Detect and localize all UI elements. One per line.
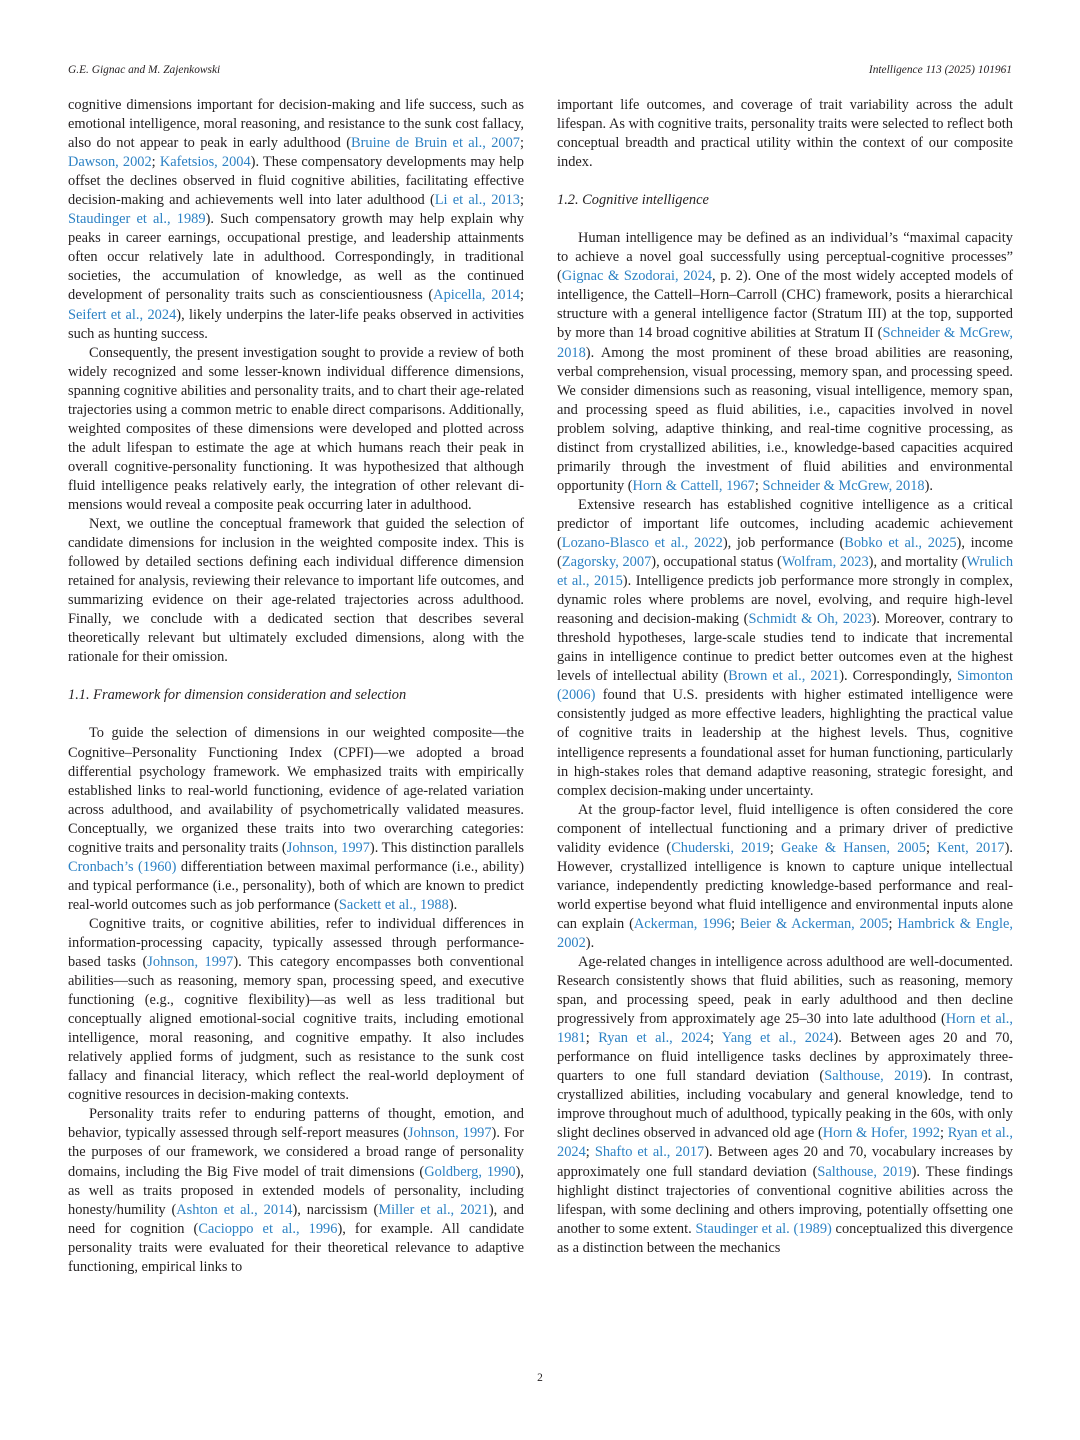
citation-link[interactable]: Ackerman, 1996	[633, 915, 732, 932]
citation-link[interactable]: Bruine de Bruin et al., 2007	[351, 135, 520, 152]
text-run: ;	[888, 915, 898, 932]
text-run: ). Between ages 20 and 70, vocabulary increases by approximately one full standard deviation (	[557, 1144, 1013, 1180]
citation-link[interactable]: Bobko et al., 2025	[844, 534, 957, 551]
citation-link[interactable]: Ryan et al., 2024	[598, 1030, 710, 1047]
paragraph: Consequently, the present investigation sought to provide a review of both widely recognized and some lesser-known individual difference dimensions, spanning cognitive abilities and personality traits, and to chart their age-related trajectories using a common metric to enable direct comparisons. Additionally, weighted composites of these dimensions were developed and plotted across the adult lifespan to estimate the age at which humans reach their peak in overall cognitive-personality functioning. It was hypothesized that although fluid intelligence peaks relatively early, the integration of other relevant dimensions would reveal a composite peak occurring later in adulthood.	[68, 344, 524, 513]
text-run: At the group-factor level, fluid intelligence is often considered the core component of intellectual functioning and a primary driver of predictive validity evidence (	[557, 801, 1013, 856]
running-head-authors: G.E. Gignac and M. Zajenkowski	[68, 64, 221, 76]
citation-link[interactable]: Shafto et al., 2017	[594, 1144, 705, 1161]
text-run: ;	[731, 915, 740, 932]
text-run: ).	[924, 477, 933, 494]
citation-link[interactable]: Yang et al., 2024	[721, 1030, 834, 1047]
text-run: ;	[520, 287, 524, 304]
text-run: ), and mortality (	[868, 554, 967, 571]
citation-link[interactable]: Kent, 2017	[937, 839, 1005, 856]
citation-link[interactable]: Wolfram, 2023	[781, 554, 869, 571]
text-run: ;	[769, 839, 782, 856]
citation-link[interactable]: Seifert et al., 2024	[68, 306, 177, 323]
text-run: ). This category encompasses both conventional abilities—such as reasoning, memory span, processing speed, and executive functioning (e.g., cognitive flexibility)—as well as less traditional but conceptually aligned emotional-social cognitive traits, including emotional intelligence, moral reasoning, and cognitive empathy. It also includes relatively applied forms of judgment, such as resistance to the sunk cost fallacy and financial literacy, which reflect the real-world deployment of cognitive resources in decision-making contexts.	[68, 954, 524, 1104]
citation-link[interactable]: Chuderski, 2019	[671, 839, 770, 856]
text-run: ), occupational status (	[651, 554, 782, 571]
section-heading: 1.2. Cognitive intelligence	[557, 192, 709, 209]
text-run: ).	[585, 934, 595, 951]
citation-link[interactable]: Zagorsky, 2007	[561, 554, 652, 571]
text-run: ). Moreover, contrary to threshold hypotheses, large-scale studies tend to indicate that incremental gains in intelligence continue to predict better outcomes even at the highest levels of intellectual ability (	[557, 611, 1013, 685]
citation-link[interactable]: Lozano-Blasco et al., 2022	[561, 534, 723, 551]
text-run: Extensive research has established cognitive intelligence as a critical predictor of important life outcomes, including academic achievement (	[557, 496, 1013, 551]
text-run: ;	[520, 135, 524, 152]
citation-link[interactable]: Cronbach’s (1960)	[68, 858, 177, 875]
citation-link[interactable]: Salthouse, 2019	[824, 1068, 923, 1085]
text-run: ;	[520, 192, 524, 209]
text-run: ;	[585, 1144, 595, 1161]
paragraph: important life outcomes, and coverage of trait variability across the adult lifespan. As with cognitive traits, personality traits were selected to reflect both conceptual breadth and practical utility within the context of our composite index.	[557, 97, 1013, 171]
left-column	[68, 96, 524, 1277]
text-run: To guide the selection of dimensions in our weighted composite—the Cognitive–Personality Functioning Index (CPFI)—we adopted a broad differential psychology framework. We emphasized traits with empirically established links to real-world functioning, evidence of age-related variation across adulthood, and availability of psychometrically validated measures. Conceptually, we organized these traits into two overarching categories: cognitive traits and personality traits (	[68, 725, 524, 856]
paragraph	[68, 96, 524, 344]
paragraph	[557, 801, 1013, 953]
text-run: ;	[585, 1030, 599, 1047]
citation-link[interactable]: Ryan et al., 2024	[557, 1125, 1013, 1161]
citation-link[interactable]: Salthouse, 2019	[817, 1163, 912, 1180]
citation-link[interactable]: Horn & Hofer, 1992	[822, 1125, 941, 1142]
text-run: ). Such compensatory growth may help explain why peaks in career earnings, occupational prestige, and leadership attainments often occur relatively late in adulthood. Correspondingly, in traditional societies, the accumulation of knowledge, as well as the continued development of personality traits such as conscientiousness (	[68, 211, 524, 304]
section-heading: 1.1. Framework for dimension consideration and selection	[68, 687, 407, 704]
paragraph	[557, 953, 1013, 1258]
text-run: ). This distinction parallels	[369, 839, 525, 856]
text-run: Cognitive traits, or cognitive abilities, refer to individual differences in information-processing capacity, typically assessed through performance-based tasks (	[68, 915, 524, 971]
text-run: ), narcissism (	[292, 1201, 379, 1218]
text-run: ), job performance (	[722, 534, 845, 551]
paragraph	[68, 724, 524, 914]
paragraph	[68, 1105, 524, 1276]
citation-link[interactable]: Horn & Cattell, 1967	[632, 477, 755, 494]
text-run: ). In contrast, crystallized abilities, including vocabulary and general knowledge, tend to improve throughout much of adulthood, typically peaking in the 60s, with only slight declines observed in advanced old age (	[557, 1068, 1014, 1142]
text-run: found that U.S. presidents with higher estimated intelligence were consistently judged as more effective leaders, highlighting the practical value of cognitive traits in leadership at the highest levels. Thus, cognitive intelligence represents a foundational asset for human functioning, particularly in high-stakes roles that demand adaptive reasoning, strategic foresight, and complex decision-making under uncertainty.	[557, 687, 1013, 799]
citation-link[interactable]: Johnson, 1997	[286, 839, 370, 856]
citation-link[interactable]: Johnson, 1997	[407, 1125, 492, 1142]
citation-link[interactable]: Staudinger et al., 1989	[68, 211, 206, 228]
text-run: ).	[448, 896, 458, 913]
text-run: ;	[940, 1125, 948, 1142]
paragraph	[557, 229, 1013, 496]
citation-link[interactable]: Wrulich et al., 2015	[557, 554, 1014, 590]
citation-link[interactable]: Goldberg, 1990	[424, 1163, 516, 1180]
citation-link[interactable]: Apicella, 2014	[433, 287, 520, 304]
paragraph	[68, 915, 524, 1105]
citation-link[interactable]: Simonton (2006)	[557, 668, 1014, 704]
text-run: ). These compensatory developments may help offset the declines observed in fluid cognitive abilities, facilitating effective decision-making and achievements well into later adulthood (	[68, 154, 524, 209]
citation-link[interactable]: Brown et al., 2021	[728, 668, 840, 685]
text-run: cognitive dimensions important for decision-making and life success, such as emotional intelligence, moral reasoning, and resistance to the sunk cost fallacy, also do not appear to peak in early adulthood (	[68, 97, 524, 152]
citation-link[interactable]: Schneider & McGrew, 2018	[557, 325, 1014, 361]
text-run: , p. 2). One of the most widely accepted models of intelligence, the Cattell–Horn–Carroll (CHC) framework, posits a hierarchical structure with a general intelligence factor (Stratum III) at the top, supported by more than 14 broad cognitive abilities at Stratum II (	[557, 268, 1013, 342]
citation-link[interactable]: Schmidt & Oh, 2023	[748, 611, 872, 628]
citation-link[interactable]: Hambrick & Engle, 2002	[557, 915, 1013, 951]
text-run: ), for example. All candidate personality traits were evaluated for their theoretical relevance to adaptive functioning, empirical links to	[68, 1220, 524, 1275]
citation-link[interactable]: Schneider & McGrew, 2018	[762, 477, 925, 494]
text-run: Personality traits refer to enduring patterns of thought, emotion, and behavior, typically assessed through self-report measures (	[68, 1106, 524, 1142]
citation-link[interactable]: Dawson, 2002	[68, 154, 152, 171]
citation-link[interactable]: Gignac & Szodorai, 2024	[561, 268, 713, 285]
text-run: differentiation between maximal performance (i.e., ability) and typical performance (i.e., personality), both of which are known to predict real-world outcomes such as job performance (	[68, 858, 525, 913]
citation-link[interactable]: Sackett et al., 1988	[338, 896, 449, 913]
citation-link[interactable]: Miller et al., 2021	[378, 1201, 489, 1218]
text-run: Age-related changes in intelligence across adulthood are well-documented. Research consistently shows that fluid abilities, such as reasoning, memory span, and processing speed, peak in early adulthood and then decline progressively from approximately age 25–30 into late adulthood (	[557, 954, 1013, 1028]
right-column	[557, 96, 1013, 1258]
text-run: ). These findings highlight distinct trajectories of conventional cognitive abilities across the lifespan, with some declining and others improving, potentially offsetting one another to some extent.	[557, 1163, 1013, 1237]
text-run: ). Intelligence predicts job performance more strongly in complex, dynamic roles where problems are novel, evolving, and require high-level reasoning and decision-making (	[557, 573, 1013, 628]
citation-link[interactable]: Geake & Hansen, 2005	[781, 839, 926, 856]
paragraph: Next, we outline the conceptual framework that guided the selection of candidate dimensions for inclusion in the weighted composite index. This is followed by detailed sections defining each individual difference dimension retained for analysis, reviewing their relevance to important life outcomes, and summarizing evidence on their age-related trajectories across adulthood. Finally, we conclude with a dedicated section that describes several theoretically relevant but ultimately excluded dimensions, along with the rationale for their omission.	[68, 516, 524, 666]
citation-link[interactable]: Li et al., 2013	[434, 192, 520, 209]
text-run: ). Correspondingly,	[839, 668, 958, 685]
paragraph	[557, 496, 1013, 801]
text-run: ). Between ages 20 and 70, performance on fluid intelligence tasks declines by approximately three-quarters to one full standard deviation (	[557, 1030, 1013, 1085]
text-run: ). However, crystallized intelligence is known to capture unique intellectual variance, independently predicting knowledge-based performance and real-world expertise beyond what fluid intelligence and environmental inputs alone can explain (	[557, 839, 1013, 932]
running-head	[68, 64, 1012, 80]
text-run: ). For the purposes of our framework, we considered a broad range of personality domains, including the Big Five model of trait dimensions (	[68, 1125, 524, 1180]
citation-link[interactable]: Kafetsios, 2004	[159, 154, 251, 171]
running-head-journal: Intelligence 113 (2025) 101961	[868, 64, 1012, 76]
text-run: Human intelligence may be defined as an individual’s “maximal capacity to achieve a novel goal successfully using perceptual-cognitive processes” (	[557, 230, 1013, 285]
page-number: 2	[537, 1372, 543, 1384]
citation-link[interactable]: Cacioppo et al., 1996	[198, 1220, 338, 1237]
citation-link[interactable]: Ashton et al., 2014	[176, 1201, 293, 1218]
citation-link[interactable]: Johnson, 1997	[147, 954, 234, 971]
text-run: conceptualized this divergence as a distinction between the mechanics	[557, 1220, 1014, 1256]
text-run: ), as well as traits proposed in extended models of personality, including honesty/humility (	[68, 1163, 524, 1218]
citation-link[interactable]: Beier & Ackerman, 2005	[739, 915, 889, 932]
text-run: ), income (	[557, 534, 1013, 571]
citation-link[interactable]: Staudinger et al. (1989)	[695, 1220, 832, 1237]
text-run: ), and need for cognition (	[68, 1201, 525, 1237]
text-run: ;	[754, 477, 763, 494]
text-run: ;	[709, 1030, 722, 1047]
citation-link[interactable]: Horn et al., 1981	[557, 1011, 1013, 1047]
text-run: ;	[925, 839, 938, 856]
text-run: ), likely underpins the later-life peaks observed in activities such as hunting success.	[68, 306, 524, 342]
text-run: ). Among the most prominent of these broad abilities are reasoning, verbal comprehension, visual processing, memory span, and processing speed. We consider dimensions such as reasoning, visual intelligence, memory span, and processing speed as fluid abilities, i.e., capacities involved in novel problem solving, adaptive thinking, and real-time cognitive processing, as distinct from crystallized abilities, i.e., knowledge-based capacities acquired primarily through the investment of fluid abilities and environmental opportunity (	[557, 344, 1013, 494]
text-run: ;	[151, 154, 160, 171]
